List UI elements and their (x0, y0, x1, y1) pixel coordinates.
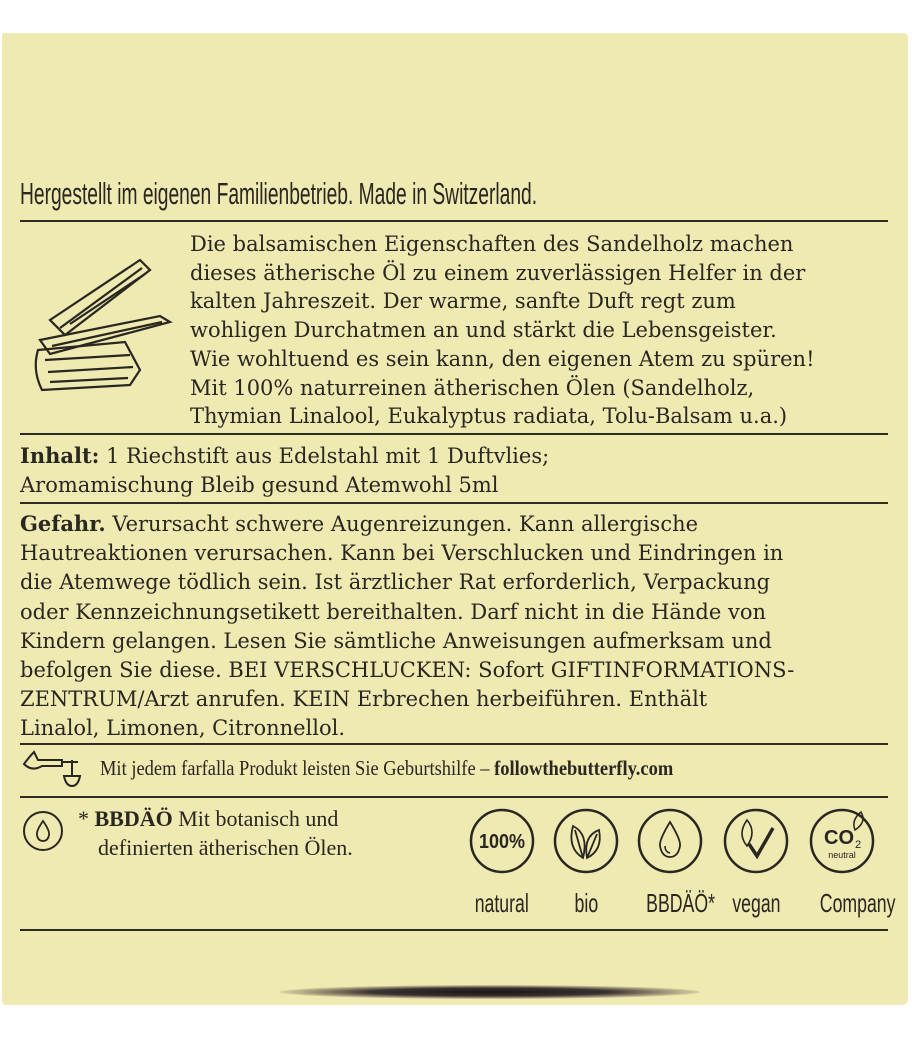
description-line: wohligen Durchatmen an und stärkt die Lebensgeister. (190, 318, 777, 343)
panel-shadow (280, 985, 700, 999)
description-line: Wie wohltuend es sein kann, den eigenen Atem zu spüren! (190, 346, 815, 371)
birth-text: Mit jedem farfalla Produkt leisten Sie Geburtshilfe – (100, 756, 495, 780)
divider (20, 433, 888, 435)
hazard-section (20, 509, 794, 744)
badge-label: bio (574, 888, 598, 918)
hazard-line: die Atemwege tödlich sein. Ist ärztlicher Rat erforderlich, Verpackung (20, 570, 771, 595)
badge-label: BBDÄÖ* (646, 888, 715, 918)
description-line: Thymian Linalool, Eukalyptus radiata, Tolu-Balsam u.a.) (190, 404, 788, 429)
divider (20, 796, 888, 798)
bbdao-text: definierten ätherischen Ölen. (98, 835, 353, 860)
leaf-check-icon (723, 808, 789, 874)
badge-bbdao (630, 808, 715, 919)
bbdao-note (78, 804, 353, 862)
badge-bio (546, 808, 626, 919)
description-line: dieses ätherische Öl zu einem zuverlässigen Helfer in der (190, 260, 806, 285)
divider (20, 220, 888, 222)
asterisk: * (78, 806, 95, 831)
badge-natural (462, 808, 542, 919)
svg-text:neutral: neutral (828, 850, 856, 860)
hazard-line: Kindern gelangen. Lesen Sie sämtliche Anweisungen aufmerksam und (20, 628, 772, 653)
divider (20, 929, 888, 931)
contents-text: 1 Riechstift aus Edelstahl mit 1 Duftvlies; (99, 444, 550, 468)
badge-label: Company (819, 888, 896, 918)
hazard-text: Verursacht schwere Augenreizungen. Kann allergische (105, 512, 699, 536)
hazard-line: Hautreaktionen verursachen. Kann bei Verschlucken und Eindringen in (20, 541, 784, 566)
contents-section (20, 441, 549, 500)
hazard-label: Gefahr. (20, 511, 106, 536)
hazard-line: ZENTRUM/Arzt anrufen. KEIN Erbrechen herbeiführen. Enthält (20, 687, 708, 712)
birth-support-note (100, 756, 751, 781)
svg-text:2: 2 (855, 839, 862, 851)
made-in-heading: Hergestellt im eigenen Familienbetrieb. Made in Switzerland. (20, 176, 538, 211)
divider (20, 743, 888, 745)
badge-vegan (716, 808, 796, 919)
badge-label: natural (474, 888, 530, 918)
description-line: Die balsamischen Eigenschaften des Sandelholz machen (190, 232, 794, 256)
bbdao-text: Mit botanisch und (172, 806, 339, 831)
drop-icon (22, 810, 64, 852)
hazard-line: befolgen Sie diese. BEI VERSCHLUCKEN: Sofort GIFTINFORMATIONS- (20, 658, 795, 683)
bbdao-label: BBDÄÖ (94, 806, 173, 831)
hazard-line: Linalol, Limonen, Citronnellol. (20, 716, 346, 741)
divider (20, 502, 888, 504)
hazard-line: oder Kennzeichnungsetikett bereithalten. Darf nicht in die Hände von (20, 599, 767, 624)
svg-text:CO: CO (824, 827, 854, 849)
co2-neutral-icon (809, 808, 875, 874)
drop-icon (637, 808, 703, 874)
description-line: kalten Jahreszeit. Der warme, sanfte Duft regt zum (190, 289, 736, 314)
stork-icon (22, 750, 86, 790)
badge-co2-neutral (802, 808, 896, 919)
product-description (190, 230, 815, 431)
contents-label: Inhalt: (20, 443, 100, 468)
description-line: Mit 100% naturreinen ätherischen Ölen (Sandelholz, (190, 375, 755, 400)
website-link[interactable]: followthebutterfly.com (494, 756, 674, 780)
contents-text: Aromamischung Bleib gesund Atemwohl 5ml (20, 473, 499, 497)
100-percent-icon (469, 808, 535, 874)
badge-100-text: 100% (479, 831, 526, 853)
leaves-icon (553, 808, 619, 874)
sandalwood-illustration-icon (30, 250, 175, 400)
badge-label: vegan (731, 888, 781, 918)
